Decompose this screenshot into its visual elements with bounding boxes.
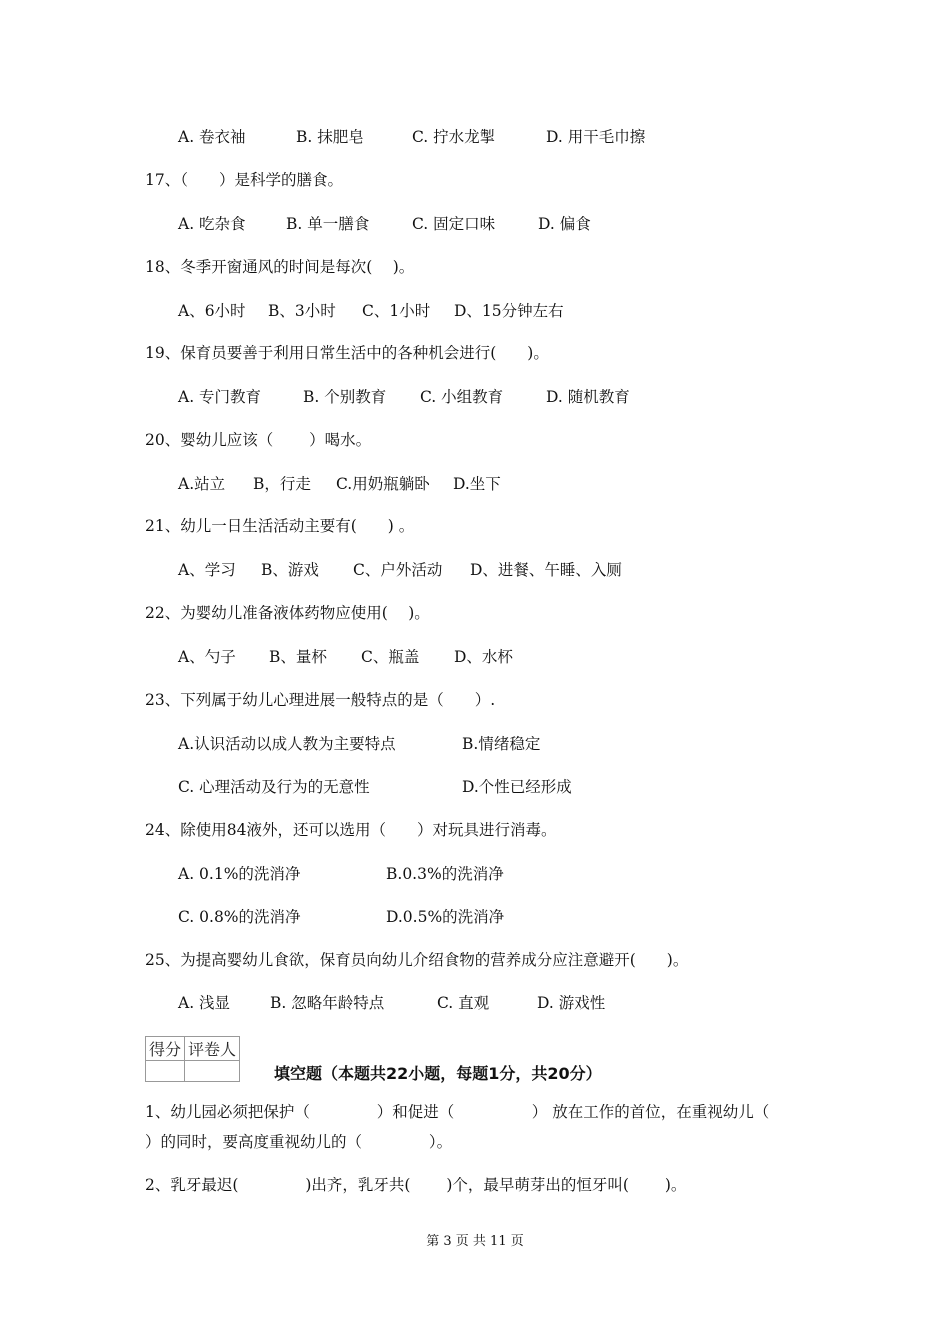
q18-option-a: A、6小时 xyxy=(178,302,246,320)
q20-option-d: D.坐下 xyxy=(453,475,501,493)
q22-option-a: A、勺子 xyxy=(178,648,236,666)
q19-question: 19、保育员要善于利用日常生活中的各种机会进行( )。 xyxy=(145,344,549,362)
q17-option-c: C. 固定口味 xyxy=(412,215,496,233)
q20-option-a: A.站立 xyxy=(178,475,226,493)
q22-option-b: B、量杯 xyxy=(269,648,327,666)
q21-option-b: B、游戏 xyxy=(261,561,319,579)
q22-question: 22、为婴幼儿准备液体药物应使用( )。 xyxy=(145,604,430,622)
q16-option-c: C. 拧水龙掣 xyxy=(412,128,496,146)
q17-question: 17、（ ）是科学的膳食。 xyxy=(145,171,343,189)
grader-label: 评卷人 xyxy=(185,1037,240,1061)
q16-option-a: A. 卷衣袖 xyxy=(178,128,246,146)
q22-option-d: D、水杯 xyxy=(454,648,513,666)
q18-option-b: B、3小时 xyxy=(268,302,336,320)
q19-option-a: A. 专门教育 xyxy=(178,388,262,406)
q21-question: 21、幼儿一日生活活动主要有( ) 。 xyxy=(145,517,415,535)
fill2-question: 2、乳牙最迟( )出齐，乳牙共( )个，最早萌芽出的恒牙叫( )。 xyxy=(145,1176,687,1194)
q16-option-b: B. 抹肥皂 xyxy=(296,128,364,146)
q20-option-b: B，行走 xyxy=(253,475,311,493)
grader-cell xyxy=(185,1061,240,1082)
section-title: 填空题（本题共22小题，每题1分，共20分） xyxy=(274,1064,602,1083)
q24-option-c: C. 0.8%的洗消净 xyxy=(178,908,301,926)
q25-option-b: B. 忽略年龄特点 xyxy=(270,994,385,1012)
q21-option-d: D、进餐、午睡、入厕 xyxy=(470,561,622,579)
q23-option-a: A.认识活动以成人教为主要特点 xyxy=(178,735,396,753)
q23-option-b: B.情绪稳定 xyxy=(462,735,541,753)
q19-option-b: B. 个别教育 xyxy=(303,388,387,406)
q25-option-d: D. 游戏性 xyxy=(537,994,606,1012)
q17-option-d: D. 偏食 xyxy=(538,215,591,233)
q16-option-d: D. 用干毛巾擦 xyxy=(546,128,646,146)
q25-question: 25、为提高婴幼儿食欲，保育员向幼儿介绍食物的营养成分应注意避开( )。 xyxy=(145,951,689,969)
fill1-line2: ）的同时，要高度重视幼儿的（ ）。 xyxy=(145,1133,453,1151)
q24-option-b: B.0.3%的洗消净 xyxy=(386,865,504,883)
q23-option-c: C. 心理活动及行为的无意性 xyxy=(178,778,370,796)
q20-option-c: C.用奶瓶躺卧 xyxy=(336,475,430,493)
q19-option-c: C. 小组教育 xyxy=(420,388,504,406)
score-label: 得分 xyxy=(146,1037,185,1061)
q21-option-c: C、户外活动 xyxy=(353,561,443,579)
q20-question: 20、婴幼儿应该（ ）喝水。 xyxy=(145,431,372,449)
q18-option-c: C、1小时 xyxy=(362,302,431,320)
score-cell xyxy=(146,1061,185,1082)
q19-option-d: D. 随机教育 xyxy=(546,388,630,406)
q22-option-c: C、瓶盖 xyxy=(361,648,420,666)
score-table xyxy=(145,1036,240,1082)
fill1-line1: 1、幼儿园必须把保护（ ）和促进（ ） 放在工作的首位，在重视幼儿（ xyxy=(145,1103,770,1121)
q21-option-a: A、学习 xyxy=(178,561,236,579)
q25-option-c: C. 直观 xyxy=(437,994,490,1012)
q17-option-b: B. 单一膳食 xyxy=(286,215,370,233)
q18-option-d: D、15分钟左右 xyxy=(454,302,564,320)
q24-question: 24、除使用84液外，还可以选用（ ）对玩具进行消毒。 xyxy=(145,821,557,839)
q18-question: 18、冬季开窗通风的时间是每次( )。 xyxy=(145,258,415,276)
q24-option-a: A. 0.1%的洗消净 xyxy=(178,865,301,883)
page-footer: 第 3 页 共 11 页 xyxy=(426,1234,524,1249)
q25-option-a: A. 浅显 xyxy=(178,994,231,1012)
q24-option-d: D.0.5%的洗消净 xyxy=(386,908,505,926)
q23-option-d: D.个性已经形成 xyxy=(462,778,572,796)
q17-option-a: A. 吃杂食 xyxy=(178,215,246,233)
q23-question: 23、下列属于幼儿心理进展一般特点的是（ ）. xyxy=(145,691,496,709)
